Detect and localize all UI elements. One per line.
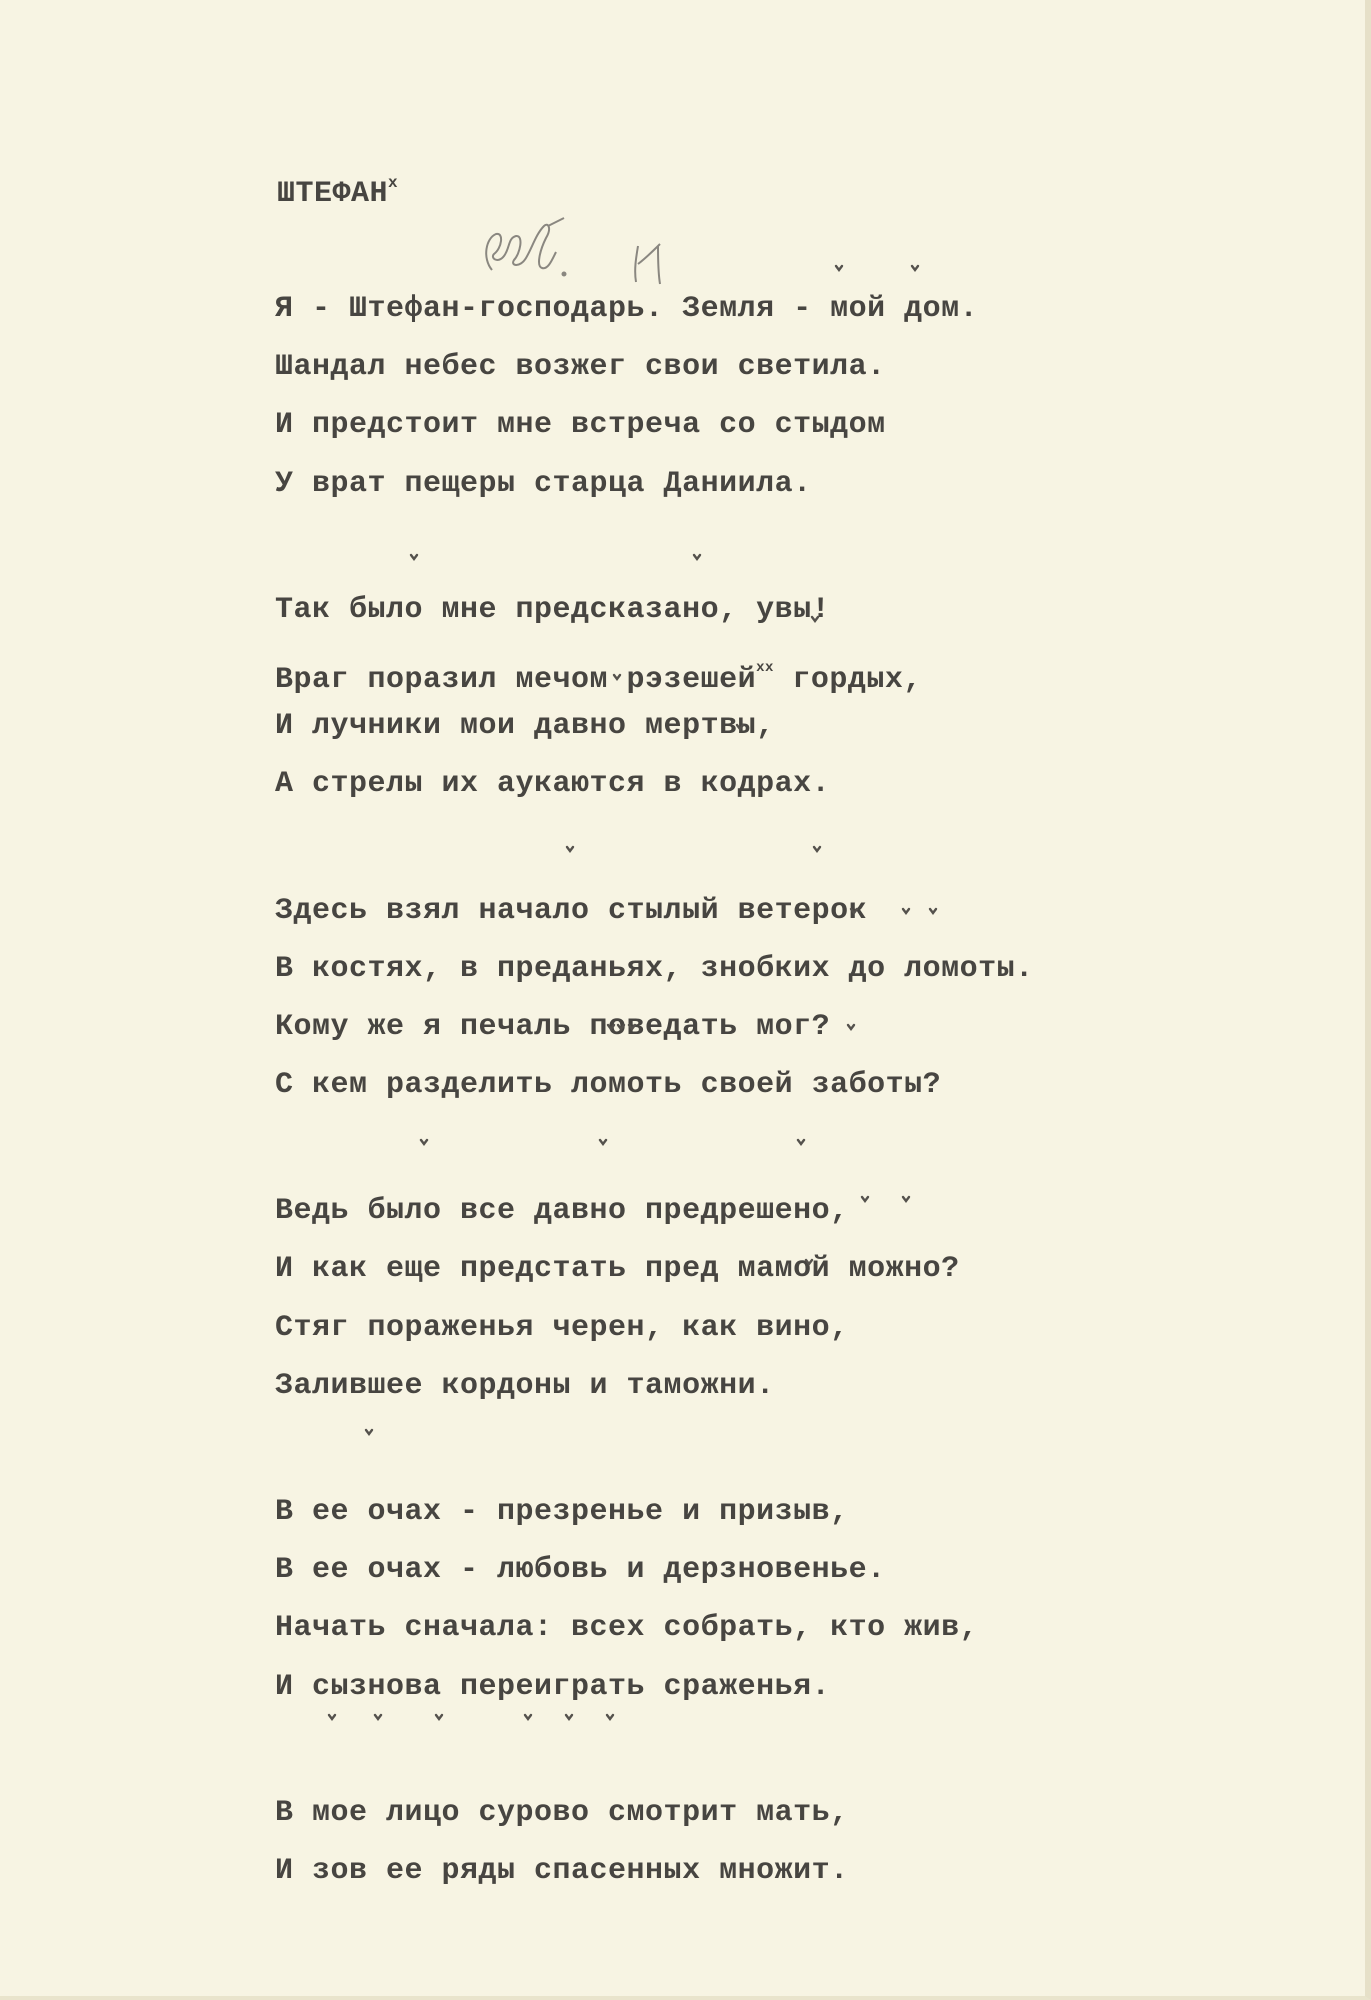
poem-line: Стяг пораженья черен, как вино, <box>275 1310 849 1345</box>
stanza-2 <box>275 581 1275 814</box>
stanza-6 <box>275 1784 1275 1900</box>
poem-line: А стрелы их аукаются в кодрах. <box>275 767 831 802</box>
title-footnote-mark: x <box>388 174 399 192</box>
poem-line: Здесь взял начало стылый ветерок <box>275 893 868 928</box>
poem-line: И зов ее ряды спасенных множит. <box>275 1853 849 1888</box>
poem-line: И лучники мои давно мертвы, <box>275 709 775 744</box>
poem-line: Начать сначала: всех собрать, кто жив, <box>275 1611 979 1646</box>
poem-line: У врат пещеры старца Даниила. <box>275 466 812 501</box>
poem-line-text: Враг поразил мечом рэзешей <box>275 662 757 697</box>
poem-line: Я - Штефан-господарь. Земля - мой дом. <box>275 292 979 326</box>
poem-line: И сызнова переиграть сраженья. <box>275 1669 831 1704</box>
poem-body <box>275 280 1275 1968</box>
poem-line: В костях, в преданьях, знобких до ломоты. <box>275 951 1034 986</box>
stanza-4 <box>275 1182 1275 1415</box>
poem-line: И предстоит мне встреча со стыдом <box>275 408 886 443</box>
poem-line: В ее очах - презренье и призыв, <box>275 1495 849 1529</box>
poem-title-text: ШТЕФАН <box>277 177 389 211</box>
poem-line-text-continued: гордых, <box>773 662 922 697</box>
poem-line: Ведь было все давно предрешено, <box>275 1194 849 1229</box>
handwritten-pencil-note <box>478 208 578 288</box>
stanza-3 <box>275 882 1275 1115</box>
poem-line: С кем разделить ломоть своей заботы? <box>275 1068 942 1103</box>
poem-title <box>277 165 398 212</box>
poem-line: Кому же я печаль поведать мог? <box>275 1009 831 1044</box>
poem-line <box>275 639 1275 697</box>
poem-line: Так было мне предсказано, увы! <box>275 592 831 627</box>
poem-line: Шандал небес возжег свои светила. <box>275 350 886 385</box>
poem-line: В ее очах - любовь и дерзновенье. <box>275 1553 886 1588</box>
footnote-mark: xx <box>756 659 774 676</box>
poem-line: В мое лицо сурово смотрит мать, <box>275 1795 849 1830</box>
stanza-1 <box>275 280 1275 513</box>
stanza-5 <box>275 1483 1275 1716</box>
poem-line: И как еще предстать пред мамой можно? <box>275 1252 960 1287</box>
poem-line: Залившее кордоны и таможни. <box>275 1368 775 1403</box>
